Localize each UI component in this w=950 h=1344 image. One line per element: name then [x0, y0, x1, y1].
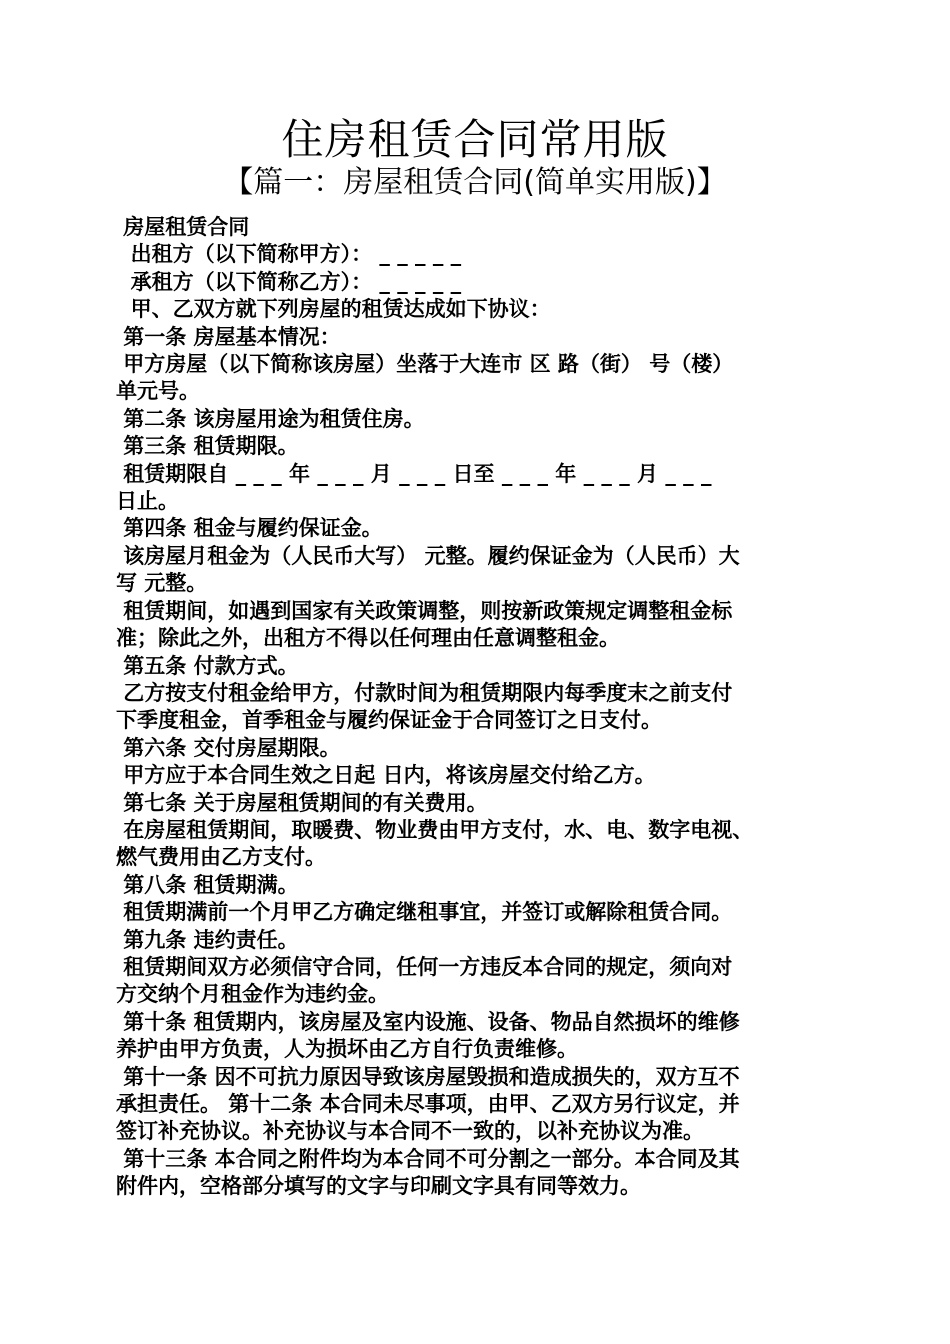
- contract-line: 房屋租赁合同: [116, 215, 250, 239]
- contract-line: 签订补充协议。补充协议与本合同不一致的，以补充协议为准。: [116, 1119, 704, 1144]
- contract-line: 租赁期间双方必须信守合同，任何一方违反本合同的规定，须向对: [116, 954, 733, 979]
- contract-line: 日止。: [116, 489, 179, 514]
- contract-body: [116, 214, 828, 1201]
- contract-line: 甲方房屋（以下简称该房屋）坐落于大连市 区 路（街） 号（楼）: [116, 352, 734, 377]
- contract-line: 租赁期限自 _ _ _ 年 _ _ _ 月 _ _ _ 日至 _ _ _ 年 _ _ _ 月 _ _ _: [116, 461, 712, 486]
- contract-line: 第二条 该房屋用途为租赁住房。: [116, 406, 425, 431]
- contract-line: 第三条 租赁期限。: [116, 434, 299, 459]
- contract-line: 甲、乙双方就下列房屋的租赁达成如下协议：: [116, 297, 551, 322]
- contract-line: 第一条 房屋基本情况：: [116, 324, 341, 349]
- contract-line: 养护由甲方负责，人为损坏由乙方自行负责维修。: [116, 1037, 578, 1062]
- document-subtitle: 【篇一：房屋租赁合同(简单实用版)】: [223, 165, 727, 200]
- contract-line: 写 元整。: [116, 571, 208, 596]
- contract-line: 第十一条 因不可抗力原因导致该房屋毁损和造成损失的，双方互不: [116, 1064, 740, 1089]
- contract-line: 第十条 租赁期内，该房屋及室内设施、设备、物品自然损坏的维修: [116, 1009, 740, 1034]
- contract-line: 第四条 租金与履约保证金。: [116, 516, 383, 541]
- contract-line: 承担责任。 第十二条 本合同未尽事项，由甲、乙双方另行议定，并: [116, 1092, 740, 1116]
- contract-line: 第十三条 本合同之附件均为本合同不可分割之一部分。本合同及其: [116, 1146, 740, 1171]
- contract-line: 第六条 交付房屋期限。: [116, 735, 341, 760]
- contract-line: 第七条 关于房屋租赁期间的有关费用。: [116, 790, 488, 815]
- contract-line: 第八条 租赁期满。: [116, 872, 299, 897]
- contract-line: 第五条 付款方式。: [116, 653, 299, 678]
- contract-line: 燃气费用由乙方支付。: [116, 845, 326, 870]
- contract-line: 该房屋月租金为（人民币大写） 元整。履约保证金为（人民币）大: [116, 543, 740, 568]
- contract-line: 单元号。: [116, 379, 200, 404]
- contract-line: 租赁期满前一个月甲乙方确定继租事宜，并签订或解除租赁合同。: [116, 900, 733, 925]
- contract-line: 准；除此之外，出租方不得以任何理由任意调整租金。: [116, 626, 620, 651]
- contract-line: 出租方（以下简称甲方）： _ _ _ _ _: [116, 242, 462, 267]
- contract-line: 下季度租金，首季租金与履约保证金于合同签订之日支付。: [116, 708, 662, 733]
- contract-line: 方交纳个月租金作为违约金。: [116, 982, 389, 1007]
- contract-line: 在房屋租赁期间，取暖费、物业费由甲方支付，水、电、数字电视、: [116, 817, 754, 842]
- document-title: 住房租赁合同常用版: [281, 115, 669, 164]
- contract-line: 附件内，空格部分填写的文字与印刷文字具有同等效力。: [116, 1174, 641, 1199]
- contract-line: 乙方按支付租金给甲方，付款时间为租赁期限内每季度末之前支付: [116, 680, 733, 705]
- contract-line: 承租方（以下简称乙方）： _ _ _ _ _: [116, 269, 462, 294]
- contract-line: 租赁期间，如遇到国家有关政策调整，则按新政策规定调整租金标: [116, 598, 733, 623]
- contract-line: 第九条 违约责任。: [116, 927, 299, 952]
- contract-line: 甲方应于本合同生效之日起 日内，将该房屋交付给乙方。: [116, 763, 656, 788]
